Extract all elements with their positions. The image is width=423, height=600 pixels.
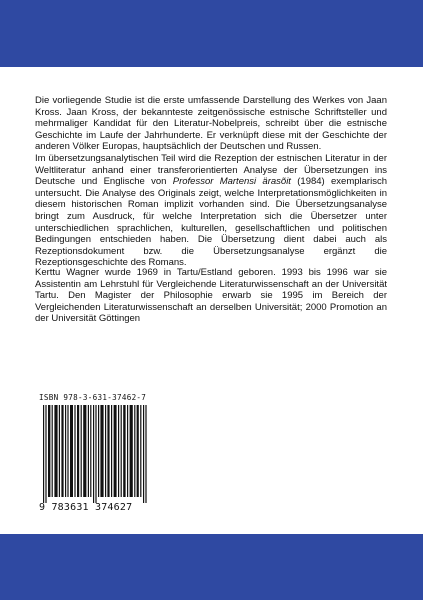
abstract-paragraph-2 <box>35 153 387 269</box>
bottom-color-band <box>0 534 423 600</box>
abstract-paragraph-2-end: (1984) exemplarisch untersucht. Die Analyse des Originals zeigt, welche Interpretationsmöglichkeiten in diesem historischen Roman implizit vorhanden sind. Die Übersetzungsanalyse bringt zum Ausdruck, für welche Interpretation sich die Übersetzer unter unterschiedlichen sprachlichen, kulturellen, gesellschaftlichen und politischen Bedingungen entschieden haben. Die Übersetzung dient dabei auch als Rezeptionsdokument bzw. die Übersetzungsanalyse ergänzt die Rezeptionsgeschichte des Romans. <box>35 176 387 269</box>
author-bio <box>35 267 387 325</box>
author-bio-text: Kerttu Wagner wurde 1969 in Tartu/Estland geboren. 1993 bis 1996 war sie Assistentin am Lehrstuhl für Vergleichende Literaturwissenschaft an der Universität Tartu. Den Magister der Philosophie erwarb sie 1995 im Bereich der Vergleichenden Literaturwissenschaft an derselben Universität; 2000 Promotion an der Universität Göttingen <box>35 267 387 325</box>
barcode-block <box>39 393 154 521</box>
book-title: Professor Martensi ärasõit <box>172 176 291 188</box>
top-color-band <box>0 0 423 67</box>
abstract-text <box>35 95 387 269</box>
isbn-label: ISBN 978-3-631-37462-7 <box>39 393 147 402</box>
barcode-icon <box>39 405 154 503</box>
abstract-paragraph-1: Die vorliegende Studie ist die erste umfassende Darstellung des Werkes von Jaan Kross. Jaan Kross, der bekannteste zeitgenössische estnische Schriftsteller und mehrmaliger Kandidat für den Literatur-Nobelpreis, schreibt über die estnische Geschichte im Laufe der Jahrhunderte. Er verknüpft diese mit der Geschichte der anderen Völker Europas, hauptsächlich der Deutschen und Russen. <box>35 95 387 153</box>
abstract-paragraph-2-start: Im übersetzungsanalytischen Teil wird die Rezeption der estnischen Literatur in der Weltliteratur anhand einer transferorientierten Analyse der Übersetzungen ins Deutsche und Englische von <box>35 152 387 188</box>
barcode-digits: 9 783631 374627 <box>39 502 133 513</box>
